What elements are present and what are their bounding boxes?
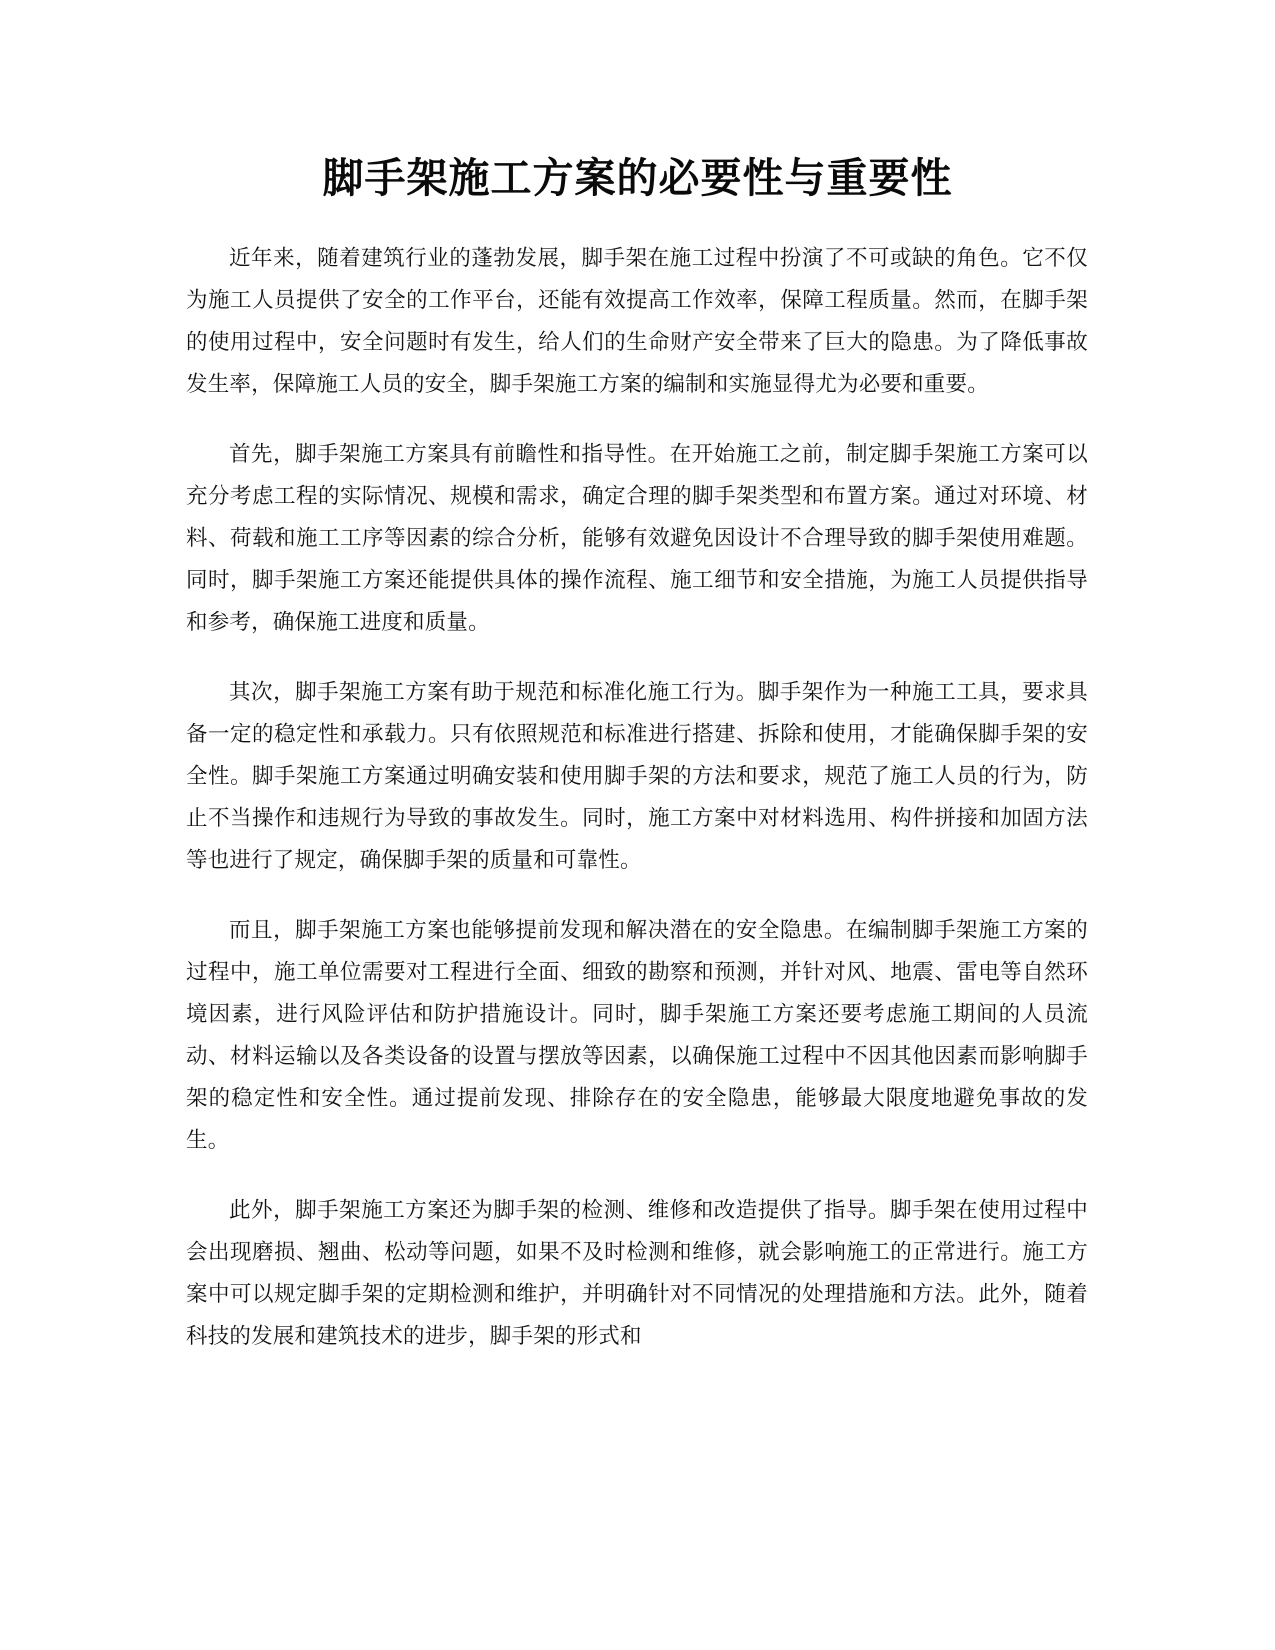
- paragraph-first: 首先，脚手架施工方案具有前瞻性和指导性。在开始施工之前，制定脚手架施工方案可以充分考虑工程的实际情况、规模和需求，确定合理的脚手架类型和布置方案。通过对环境、材料、荷载和施工工序等因素的综合分析，能够有效避免因设计不合理导致的脚手架使用难题。同时，脚手架施工方案还能提供具体的操作流程、施工细节和安全措施，为施工人员提供指导和参考，确保施工进度和质量。: [186, 442, 1088, 635]
- document-body: [186, 238, 1088, 1386]
- paragraph-fourth: 此外，脚手架施工方案还为脚手架的检测、维修和改造提供了指导。脚手架在使用过程中会出现磨损、翘曲、松动等问题，如果不及时检测和维修，就会影响施工的正常进行。施工方案中可以规定脚手架的定期检测和维护，并明确针对不同情况的处理措施和方法。此外，随着科技的发展和建筑技术的进步，脚手架的形式和: [186, 1198, 1088, 1349]
- paragraph-second: 其次，脚手架施工方案有助于规范和标准化施工行为。脚手架作为一种施工工具，要求具备一定的稳定性和承载力。只有依照规范和标准进行搭建、拆除和使用，才能确保脚手架的安全性。脚手架施工方案通过明确安装和使用脚手架的方法和要求，规范了施工人员的行为，防止不当操作和违规行为导致的事故发生。同时，施工方案中对材料选用、构件拼接和加固方法等也进行了规定，确保脚手架的质量和可靠性。: [186, 680, 1088, 873]
- paragraph-third: 而且，脚手架施工方案也能够提前发现和解决潜在的安全隐患。在编制脚手架施工方案的过程中，施工单位需要对工程进行全面、细致的勘察和预测，并针对风、地震、雷电等自然环境因素，进行风险评估和防护措施设计。同时，脚手架施工方案还要考虑施工期间的人员流动、材料运输以及各类设备的设置与摆放等因素，以确保施工过程中不因其他因素而影响脚手架的稳定性和安全性。通过提前发现、排除存在的安全隐患，能够最大限度地避免事故的发生。: [186, 918, 1088, 1153]
- paragraph-intro: 近年来，随着建筑行业的蓬勃发展，脚手架在施工过程中扮演了不可或缺的角色。它不仅为施工人员提供了安全的工作平台，还能有效提高工作效率，保障工程质量。然而，在脚手架的使用过程中，安全问题时有发生，给人们的生命财产安全带来了巨大的隐患。为了降低事故发生率，保障施工人员的安全，脚手架施工方案的编制和实施显得尤为必要和重要。: [186, 246, 1088, 397]
- document-title: 脚手架施工方案的必要性与重要性: [322, 154, 953, 202]
